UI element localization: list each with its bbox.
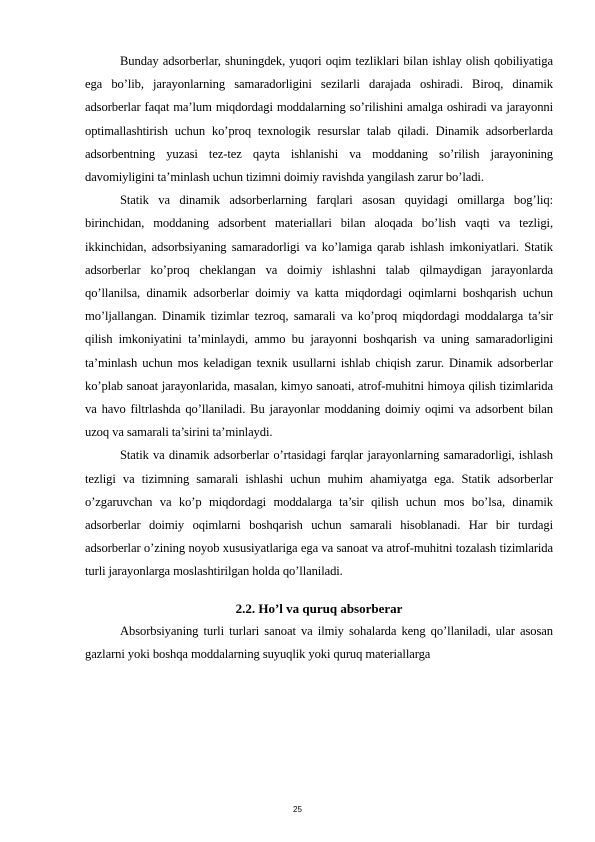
paragraph-dynamic-adsorbers: Bunday adsorberlar, shuningdek, yuqori oqim tezliklari bilan ishlay olish qobiliyatiga ega bo’lib, jarayonlarning samaradorligini sezilarli darajada oshiradi. Biroq, dinamik adsorberlar faqat ma’lum miqdordagi moddalarning so’rilishini amalga oshiradi va jarayonni optimallashtirish uchun ko’proq texnologik resurslar talab qiladi. Dinamik adsorberlarda adsorbentning yuzasi tez-tez qayta ishlanishi va moddaning so’rilish jarayonining davomiyligini ta’minlash uchun tizimni doimiy ravishda yangilash zarur bo’ladi. (85, 54, 553, 185)
body-text (85, 50, 553, 666)
paragraph-importance-of-differences: Statik va dinamik adsorberlar o’rtasidagi farqlar jarayonlarning samaradorligi, ishlash tezligi va tizimning samarali ishlashi uchun muhim ahamiyatga ega. Statik adsorberlar o’zgaruvchan va ko’p miqdordagi moddalarga ta’sir qilish uchun mos bo’lsa, dinamik adsorberlar doimiy oqimlarni boshqarish uchun samarali hisoblanadi. Har bir turdagi adsorberlar o’zining noyob xususiyatlariga ega va sanoat va atrof-muhitni tozalash tizimlarida turli jarayonlarga moslashtirilgan holda qo’llaniladi. (85, 448, 553, 579)
paragraph-absorption-types: Absorbsiyaning turli turlari sanoat va ilmiy sohalarda keng qo’llaniladi, ular asosan gazlarni yoki boshqa moddalarning suyuqlik yoki quruq materiallarga (85, 623, 553, 661)
section-heading: 2.2. Ho’l va quruq absorberar (235, 600, 403, 616)
paragraph-static-dynamic-differences: Statik va dinamik adsorberlarning farqlari asosan quyidagi omillarga bog’liq: birinchidan, moddaning adsorbent materiallari bilan aloqada bo’lish vaqti va tezligi, ikkinchidan, adsorbsiyaning samaradorligi va ko’lamiga qarab ishlash imkoniyatlari. Statik adsorberlar ko’proq cheklangan va doimiy ishlashni talab qilmaydigan jarayonlarda qo’llanilsa, dinamik adsorberlar doimiy va katta miqdordagi oqimlarni boshqarish uchun mo’ljallangan. Dinamik tizimlar tezroq, samarali va ko’proq miqdordagi moddalarga ta’sir qilish imkoniyatini ta’minlaydi, ammo bu jarayonni boshqarish va uning samaradorligini ta’minlash uchun mos keladigan texnik usullarni ishlab chiqish zarur. Dinamik adsorberlar ko’plab sanoat jarayonlarida, masalan, kimyo sanoati, atrof-muhitni himoya qilish tizimlarida va havo filtrlashda qo’llaniladi. Bu jarayonlar moddaning doimiy oqimi va adsorbent bilan uzoq va samarali ta’sirini ta’minlaydi. (85, 193, 553, 440)
page-number: 25 (293, 805, 302, 814)
